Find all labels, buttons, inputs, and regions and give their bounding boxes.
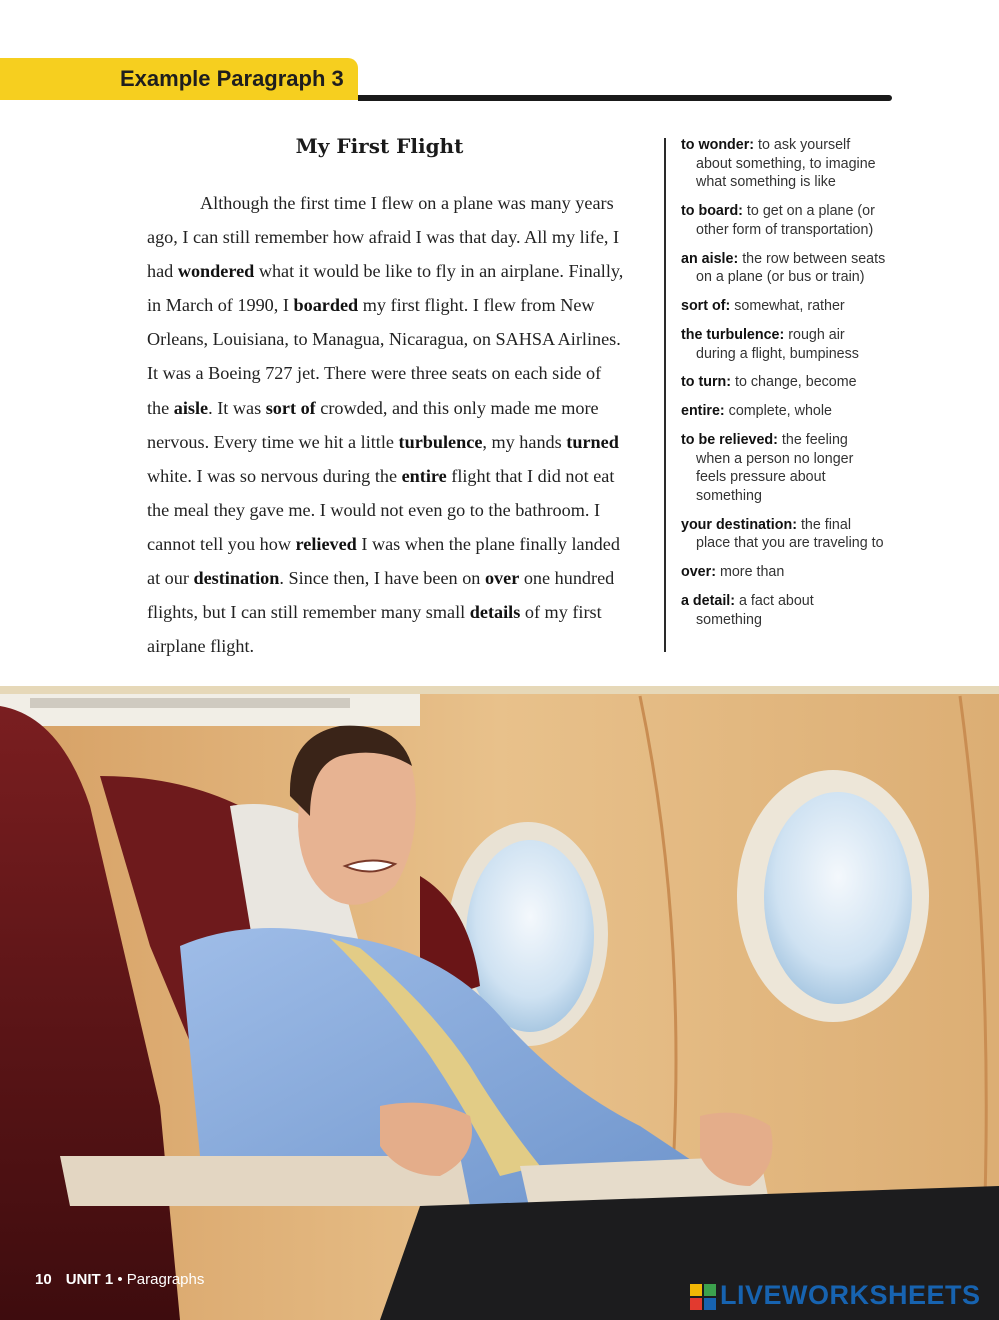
essay-text: nervous. Every time we hit a little [147, 431, 399, 452]
glossary-term: entire: [681, 403, 725, 420]
glossary-row [681, 516, 899, 535]
glossary-definition: about something, to imagine [696, 155, 876, 172]
essay-text: white. I was so nervous during the [147, 465, 402, 486]
glossary-row [681, 136, 899, 155]
essay-paragraph [147, 186, 627, 663]
watermark-text: LIVEWORKSHEETS [720, 1280, 981, 1310]
glossary-term: to be relieved: [681, 432, 778, 449]
glossary-definition: other form of transportation) [696, 221, 874, 238]
essay-line [147, 595, 627, 629]
liveworksheets-watermark [690, 1280, 981, 1311]
glossary-term: a detail: [681, 593, 736, 610]
glossary-term: the turbulence: [681, 326, 785, 343]
glossary-definition: more than [715, 564, 785, 581]
glossary-definition: something [696, 611, 762, 628]
essay-text: . It was [208, 397, 266, 418]
glossary-definition: the row between seats [738, 250, 886, 267]
page-footer [35, 1271, 204, 1288]
vocab-word: boarded [293, 295, 359, 316]
essay-line [147, 391, 627, 425]
section-label: Example Paragraph 3 [120, 66, 344, 91]
glossary-entry [681, 136, 899, 192]
glossary-definition: the feeling [777, 432, 848, 449]
glossary-term: an aisle: [681, 250, 739, 267]
essay-text: one hundred [519, 568, 615, 589]
glossary-entry [681, 563, 899, 582]
essay-line [147, 561, 627, 595]
essay-line [147, 186, 627, 220]
vocab-word: wondered [177, 261, 255, 282]
page-number: 10 [35, 1271, 52, 1288]
essay-text: . Since then, I have been on [279, 568, 485, 589]
glossary-definition: on a plane (or bus or train) [696, 269, 865, 286]
glossary-definition: something [696, 487, 762, 504]
vocab-word: turned [566, 431, 619, 452]
glossary-entry [681, 592, 899, 629]
vocab-word: over [484, 568, 520, 589]
glossary-definition: to get on a plane (or [742, 203, 875, 220]
glossary-definition: when a person no longer [696, 450, 854, 467]
glossary-row [681, 373, 899, 392]
glossary-entry [681, 516, 899, 553]
glossary-entry [681, 326, 899, 363]
glossary-definition: what something is like [696, 174, 836, 191]
essay-text: airplane flight. [147, 636, 255, 657]
essay-text: I was when the plane finally landed [356, 533, 620, 554]
glossary-definition: feels pressure about [696, 469, 826, 486]
essay-text: my first flight. I flew from New [358, 295, 595, 316]
essay-text: It was a Boeing 727 jet. There were three seats on each side of [147, 363, 602, 384]
essay-line [147, 254, 627, 288]
glossary-entry [681, 250, 899, 287]
vocab-word: relieved [295, 533, 357, 554]
essay-text: what it would be like to fly in an airplane. Finally, [254, 261, 624, 282]
glossary-entry [681, 202, 899, 239]
glossary-row [681, 326, 899, 345]
glossary-row [681, 592, 899, 611]
essay-line [147, 425, 627, 459]
essay-line [147, 220, 627, 254]
liveworksheets-logo-icon [690, 1284, 716, 1310]
unit-label: UNIT 1 [65, 1271, 114, 1288]
essay-line [147, 459, 627, 493]
glossary-row [681, 402, 899, 421]
essay-line [147, 629, 627, 663]
glossary-definition: rough air [784, 326, 845, 343]
glossary-definition: complete, whole [724, 403, 832, 420]
glossary-term: your destination: [681, 516, 797, 533]
essay-text: crowded, and this only made me more [315, 397, 599, 418]
vocab-word: details [469, 602, 521, 623]
vocab-word: sort of [265, 397, 316, 418]
glossary-term: to turn: [681, 374, 732, 391]
essay-text: the meal they gave me. I would not even go to the bathroom. I [147, 499, 601, 520]
essay-title: My First Flight [295, 134, 464, 158]
essay-text: of my first [520, 602, 602, 623]
essay-line [147, 527, 627, 561]
glossary-definition: place that you are traveling to [696, 535, 884, 552]
essay-line [147, 493, 627, 527]
essay-text: had [147, 261, 178, 282]
airplane-passenger-photo [0, 686, 999, 1320]
essay-text: at our [147, 568, 194, 589]
essay-text: Orleans, Louisiana, to Managua, Nicaragua, on SAHSA Airlines. [147, 329, 621, 350]
essay-text: in March of 1990, I [147, 295, 294, 316]
essay-text: the [147, 397, 174, 418]
essay-line [147, 322, 627, 356]
section-name: Paragraphs [126, 1271, 205, 1288]
glossary-row [681, 297, 899, 316]
glossary-row [681, 202, 899, 221]
vocab-word: turbulence [398, 431, 483, 452]
essay-text: ago, I can still remember how afraid I was that day. All my life, I [147, 227, 620, 248]
glossary-entry [681, 297, 899, 316]
section-rule [358, 95, 892, 101]
footer-separator: • [113, 1271, 127, 1288]
glossary-row [681, 563, 899, 582]
glossary-definition: during a flight, bumpiness [696, 345, 859, 362]
glossary-definition: somewhat, rather [730, 298, 845, 315]
glossary-entry [681, 431, 899, 505]
vocab-word: entire [401, 465, 447, 486]
vocabulary-glossary [681, 136, 899, 640]
glossary-definition: to ask yourself [754, 137, 851, 153]
glossary-definition: to change, become [731, 374, 857, 391]
essay-line [147, 288, 627, 322]
essay-line [147, 356, 627, 390]
glossary-definition: the final [796, 516, 852, 533]
essay-text: Although the first time I flew on a plane was many years [200, 193, 614, 213]
essay-text: flight that I did not eat [446, 465, 615, 486]
glossary-term: to wonder: [681, 137, 755, 153]
glossary-term: to board: [681, 203, 743, 220]
glossary-definition: a fact about [735, 593, 814, 610]
essay-text: cannot tell you how [147, 533, 296, 554]
glossary-entry [681, 373, 899, 392]
glossary-term: sort of: [681, 298, 731, 315]
vocab-word: destination [193, 568, 280, 589]
glossary-row [681, 431, 899, 450]
glossary-term: over: [681, 564, 716, 581]
vocab-word: aisle [173, 397, 209, 418]
essay-text: flights, but I can still remember many small [147, 602, 470, 623]
glossary-row [681, 250, 899, 269]
column-divider [664, 138, 666, 652]
glossary-entry [681, 402, 899, 421]
essay-text: , my hands [482, 431, 567, 452]
